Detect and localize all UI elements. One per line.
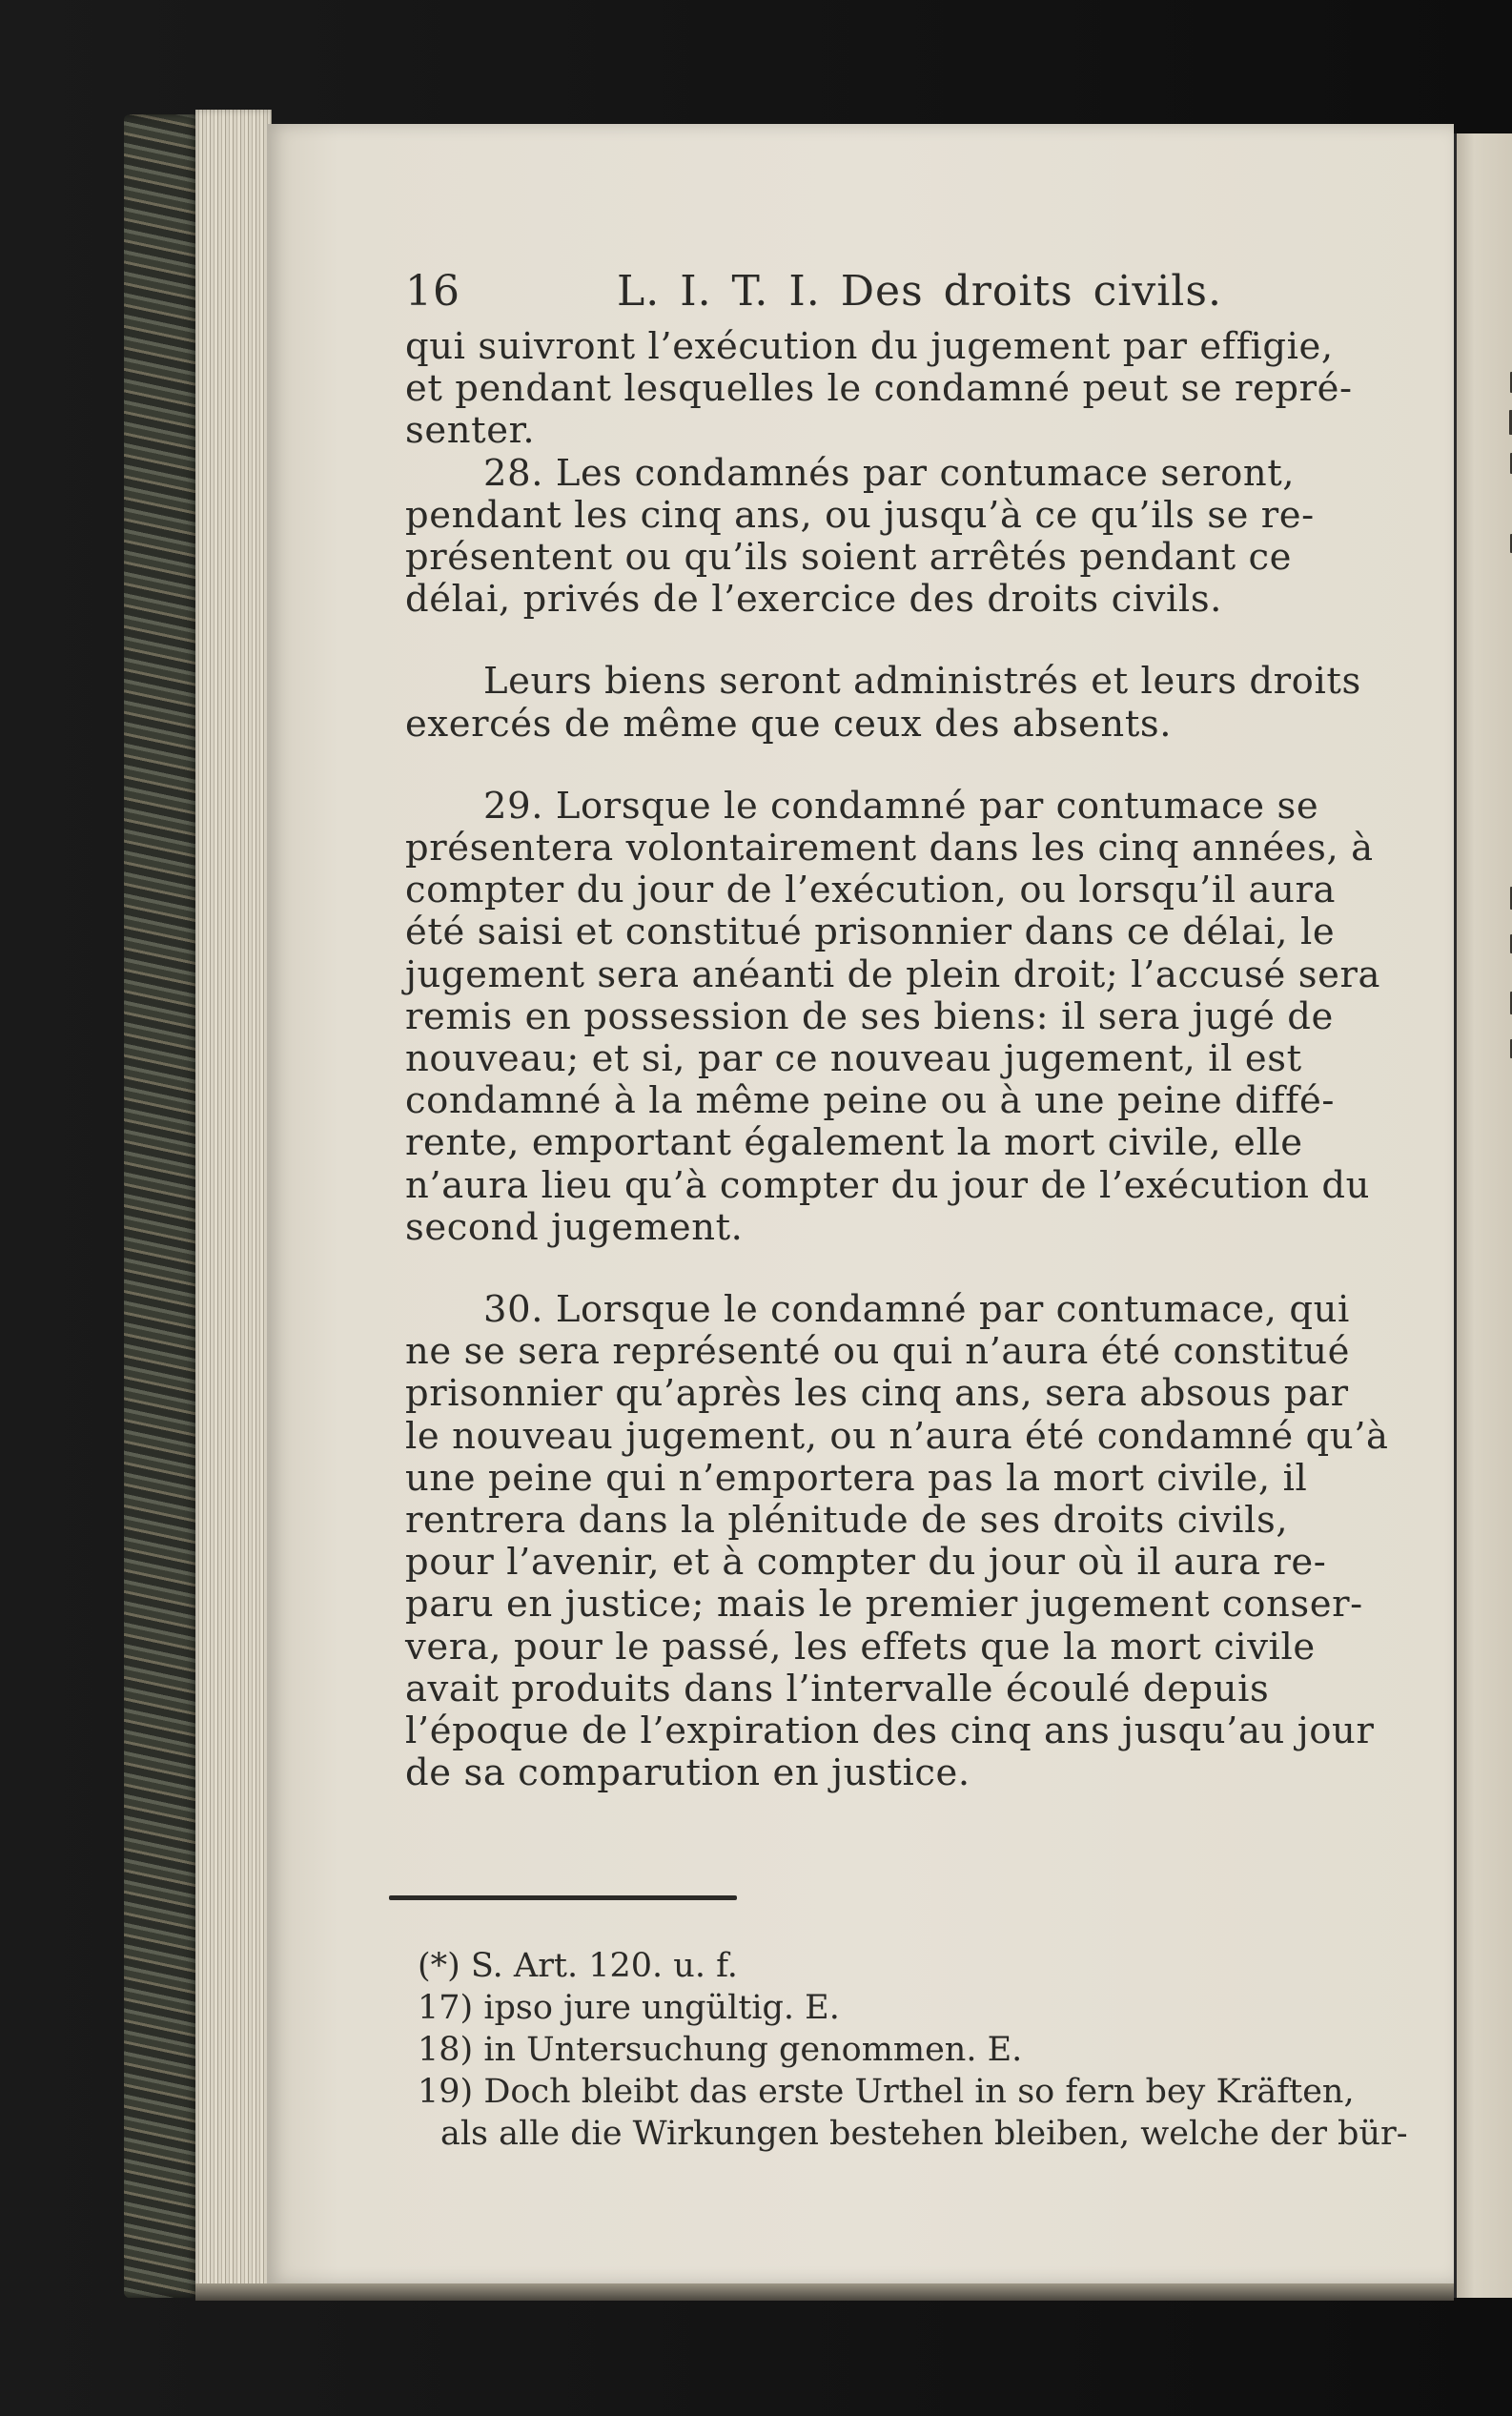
text-line: délai, privés de l’exercice des droits civils. — [405, 578, 1223, 622]
text-line: n’aura lieu qu’à compter du jour de l’exécution du — [405, 1163, 1371, 1207]
text-line: qui suivront l’exécution du jugement par effigie, — [405, 325, 1334, 368]
text-line: rente, emportant également la mort civile, elle — [405, 1121, 1303, 1165]
footnote-divider — [389, 1895, 737, 1900]
paragraph-gap — [405, 1249, 1373, 1289]
text-line: remis en possession de ses biens: il sera jugé de — [405, 994, 1334, 1038]
text-line: 29. Lorsque le condamné par contumace se — [483, 784, 1319, 828]
text-line: une peine qui n’emportera pas la mort civile, il — [405, 1456, 1308, 1500]
footnotes — [418, 1945, 1408, 2155]
text-line: exercés de même que ceux des absents. — [405, 702, 1173, 746]
running-title: L. I. T. I. Des droits civils. — [617, 267, 1222, 316]
text-line: Leurs biens seront administrés et leurs droits — [483, 660, 1361, 704]
article-30 — [405, 1288, 1389, 1795]
text-line: avait produits dans l’intervalle écoulé depuis — [405, 1667, 1270, 1710]
book-cover — [124, 114, 200, 2298]
paragraph-gap — [405, 746, 1373, 786]
page-number: 16 — [405, 267, 460, 316]
text-line: paru en justice; mais le premier jugement conser- — [405, 1583, 1363, 1627]
text-line: été saisi et constitué prisonnier dans ce délai, le — [405, 911, 1336, 954]
footnote: (*) S. Art. 120. u. f. — [418, 1947, 738, 1985]
text-line: 30. Lorsque le condamné par contumace, qui — [483, 1288, 1350, 1332]
text-line: pendant les cinq ans, ou jusqu’à ce qu’ils se re- — [405, 493, 1315, 537]
text-line: et pendant lesquelles le condamné peut se repré- — [405, 367, 1353, 411]
text-line: présentent ou qu’ils soient arrêtés pendant ce — [405, 536, 1293, 580]
text-line: second jugement. — [405, 1205, 744, 1249]
text-line: de sa comparution en justice. — [405, 1751, 971, 1795]
footnote: 19) Doch bleibt das erste Urthel in so fern bey Kräften, — [418, 2073, 1355, 2111]
paragraph — [405, 326, 1373, 453]
text-line: le nouveau jugement, ou n’aura été condamné qu’à — [405, 1414, 1389, 1458]
paragraph-gap — [405, 621, 1373, 661]
text-line: 28. Les condamnés par contumace seront, — [483, 451, 1296, 495]
text-line: compter du jour de l’exécution, ou lorsqu’il aura — [405, 869, 1337, 912]
text-line: l’époque de l’expiration des cinq ans jusqu’au jour — [405, 1710, 1375, 1753]
page-edges — [195, 110, 272, 2298]
text-line: prisonnier qu’après les cinq ans, sera absous par — [405, 1372, 1349, 1416]
footnote: 17) ipso jure ungültig. E. — [418, 1989, 840, 2027]
text-line: senter. — [405, 409, 536, 453]
footnote-continuation: als alle die Wirkungen bestehen bleiben, welche der bür- — [440, 2115, 1408, 2153]
text-line: condamné à la même peine ou à une peine diffé- — [405, 1079, 1335, 1123]
facing-page-edge — [1454, 133, 1512, 2298]
text-line: jugement sera anéanti de plein droit; l’accusé sera — [405, 952, 1381, 996]
page-bottom-edge — [195, 2283, 1454, 2301]
text-line: rentrera dans la plénitude de ses droits civils, — [405, 1499, 1289, 1543]
text-line: pour l’avenir, et à compter du jour où il aura re- — [405, 1541, 1327, 1585]
text-line: vera, pour le passé, les effets que la mort civile — [405, 1625, 1316, 1669]
body-text — [405, 325, 1389, 1795]
footnote: 18) in Untersuchung genommen. E. — [418, 2031, 1023, 2069]
article-29 — [405, 784, 1381, 1249]
paragraph — [405, 661, 1373, 745]
page-header — [405, 257, 1373, 326]
text-line: nouveau; et si, par ce nouveau jugement, il est — [405, 1037, 1302, 1081]
text-line: ne se sera représenté ou qui n’aura été constitué — [405, 1330, 1350, 1374]
text-line: présentera volontairement dans les cinq années, à — [405, 827, 1374, 870]
article-28 — [405, 453, 1373, 622]
page-content — [405, 257, 1389, 1795]
